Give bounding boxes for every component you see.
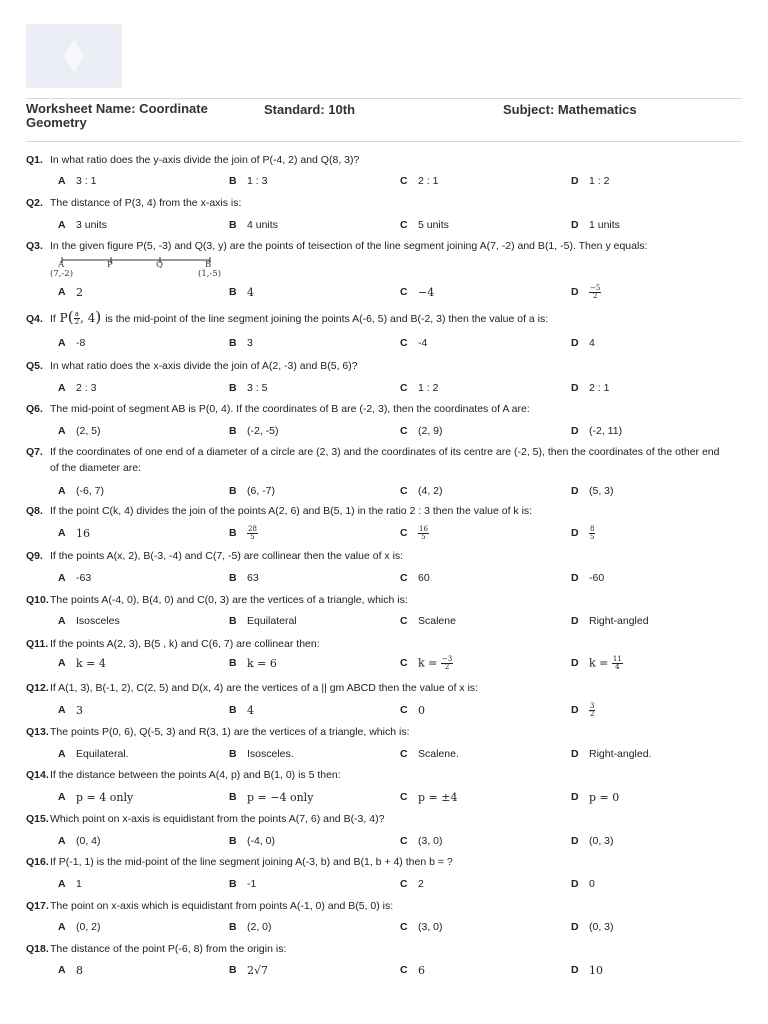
option-letter: C bbox=[400, 615, 408, 627]
option-b[interactable] bbox=[229, 483, 275, 499]
option-letter: D bbox=[571, 175, 579, 187]
option-value: $\frac{-5}{2}$ bbox=[590, 283, 601, 300]
option-d[interactable] bbox=[571, 335, 595, 351]
option-value: Right-angled. bbox=[589, 748, 652, 760]
option-value: (-2, -5) bbox=[247, 425, 279, 437]
option-value: 2 : 1 bbox=[418, 175, 439, 187]
option-letter: B bbox=[229, 425, 237, 437]
question-number: Q17. bbox=[26, 900, 49, 912]
option-letter: A bbox=[58, 964, 66, 976]
option-value: 1 bbox=[76, 878, 82, 890]
option-a[interactable] bbox=[58, 483, 104, 499]
options-row bbox=[0, 173, 768, 189]
question-text: If A(1, 3), B(-1, 2), C(2, 5) and D(x, 4) are the vertices of a || gm ABCD then the value of x is: bbox=[50, 682, 478, 694]
option-value: 4 bbox=[247, 703, 254, 717]
option-c[interactable] bbox=[400, 833, 443, 849]
option-letter: A bbox=[58, 791, 66, 803]
option-letter: C bbox=[400, 964, 408, 976]
question-text: In what ratio does the x-axis divide the join of A(2, -3) and B(5, 6)? bbox=[50, 360, 358, 372]
option-a[interactable] bbox=[58, 655, 106, 671]
option-letter: C bbox=[400, 425, 408, 437]
option-d[interactable] bbox=[571, 876, 595, 892]
option-d[interactable] bbox=[571, 746, 651, 762]
question-text: If the point C(k, 4) divides the join of the points A(2, 6) and B(5, 1) in the ratio 2 : 3 then the value of k is: bbox=[50, 505, 533, 517]
options-row bbox=[0, 613, 768, 629]
option-value: 3 : 5 bbox=[247, 382, 268, 394]
option-d[interactable] bbox=[571, 525, 595, 541]
option-b[interactable] bbox=[229, 702, 254, 718]
option-value: Right-angled bbox=[589, 615, 649, 627]
option-c[interactable] bbox=[400, 173, 438, 189]
options-row bbox=[0, 335, 768, 351]
options-row bbox=[0, 423, 768, 439]
question-text: If the coordinates of one end of a diameter of a circle are (2, 3) and the coordinates of its centre are (-2, 5), then the coordinates of the other end of the diameter are: bbox=[50, 446, 720, 474]
option-letter: B bbox=[229, 835, 237, 847]
option-d[interactable] bbox=[571, 962, 603, 978]
question-text: The points P(0, 6), Q(-5, 3) and R(3, 1) are the vertices of a triangle, which is: bbox=[50, 726, 410, 738]
question-number: Q10. bbox=[26, 594, 49, 606]
option-letter: B bbox=[229, 286, 237, 298]
q4-rest-text: is the mid-point of the line segment joining the points A(-6, 5) and B(-2, 3) then the value of a is: bbox=[105, 313, 549, 325]
option-c[interactable] bbox=[400, 789, 457, 805]
question-text: If the distance between the points A(4, p) and B(1, 0) is 5 then: bbox=[50, 769, 341, 781]
option-value: (2, 5) bbox=[76, 425, 101, 437]
option-letter: B bbox=[229, 337, 237, 349]
option-letter: B bbox=[229, 791, 237, 803]
option-value: (5, 3) bbox=[589, 485, 614, 497]
option-value: 2 bbox=[76, 285, 83, 299]
question-text: If the points A(2, 3), B(5 , k) and C(6, 7) are collinear then: bbox=[50, 638, 320, 650]
option-b[interactable] bbox=[229, 655, 277, 671]
option-value: 60 bbox=[418, 572, 430, 584]
option-b[interactable] bbox=[229, 570, 259, 586]
options-row bbox=[0, 217, 768, 233]
option-letter: D bbox=[571, 657, 579, 669]
question-number: Q3. bbox=[26, 240, 43, 252]
options-row bbox=[0, 833, 768, 849]
option-letter: C bbox=[400, 572, 408, 584]
question-number: Q6. bbox=[26, 403, 43, 415]
options-row bbox=[0, 702, 768, 718]
question-number: Q13. bbox=[26, 726, 49, 738]
question-text: In what ratio does the y-axis divide the join of P(-4, 2) and Q(8, 3)? bbox=[50, 154, 360, 166]
option-value: (2, 0) bbox=[247, 921, 272, 933]
option-letter: C bbox=[400, 337, 408, 349]
option-value: 5 units bbox=[418, 219, 449, 231]
fraction-denominator: 2 bbox=[74, 318, 80, 326]
option-c[interactable] bbox=[400, 570, 430, 586]
option-letter: B bbox=[229, 485, 237, 497]
option-b[interactable] bbox=[229, 613, 297, 629]
option-value: p = 4 only bbox=[76, 790, 134, 804]
option-letter: D bbox=[571, 572, 579, 584]
option-letter: A bbox=[58, 704, 66, 716]
option-value: 1 : 3 bbox=[247, 175, 268, 187]
options-row bbox=[0, 284, 768, 300]
option-letter: D bbox=[571, 791, 579, 803]
option-letter: D bbox=[571, 337, 579, 349]
option-a[interactable] bbox=[58, 380, 96, 396]
option-letter: D bbox=[571, 425, 579, 437]
option-b[interactable] bbox=[229, 217, 278, 233]
option-value: -63 bbox=[76, 572, 92, 584]
option-a[interactable] bbox=[58, 613, 120, 629]
point-p-label: P bbox=[107, 260, 113, 270]
option-letter: B bbox=[229, 748, 237, 760]
option-letter: C bbox=[400, 657, 408, 669]
option-letter: D bbox=[571, 835, 579, 847]
options-row bbox=[0, 525, 768, 541]
option-value: 16 bbox=[76, 526, 90, 540]
option-value: (0, 2) bbox=[76, 921, 101, 933]
question-number: Q2. bbox=[26, 197, 43, 209]
option-value: 3 units bbox=[76, 219, 107, 231]
option-letter: C bbox=[400, 219, 408, 231]
option-value: 10 bbox=[589, 963, 603, 977]
option-c[interactable] bbox=[400, 613, 456, 629]
options-row bbox=[0, 962, 768, 978]
option-c[interactable] bbox=[400, 919, 443, 935]
option-letter: B bbox=[229, 921, 237, 933]
option-c[interactable] bbox=[400, 423, 443, 439]
option-value: p = ±4 bbox=[418, 790, 458, 804]
option-letter: C bbox=[400, 485, 408, 497]
question-text: Which point on x-axis is equidistant from the points A(7, 6) and B(-3, 4)? bbox=[50, 813, 385, 825]
fraction-numerator: a bbox=[74, 310, 79, 318]
option-value: Equilateral bbox=[247, 615, 297, 627]
question-number: Q14. bbox=[26, 769, 49, 781]
option-b[interactable] bbox=[229, 962, 268, 978]
option-letter: A bbox=[58, 835, 66, 847]
option-a[interactable] bbox=[58, 702, 83, 718]
options-row bbox=[0, 655, 768, 671]
point-a-label: A bbox=[58, 260, 65, 270]
question-text: The distance of the point P(-6, 8) from the origin is: bbox=[50, 943, 287, 955]
point-b-label: B bbox=[205, 260, 212, 270]
option-d[interactable] bbox=[571, 655, 623, 671]
option-letter: C bbox=[400, 878, 408, 890]
question-number: Q5. bbox=[26, 360, 43, 372]
option-a[interactable] bbox=[58, 284, 83, 300]
option-value: p = 0 bbox=[589, 790, 620, 804]
option-d[interactable] bbox=[571, 173, 609, 189]
option-value: Scalene. bbox=[418, 748, 459, 760]
option-letter: B bbox=[229, 572, 237, 584]
option-letter: C bbox=[400, 704, 408, 716]
option-letter: B bbox=[229, 382, 237, 394]
option-b[interactable] bbox=[229, 284, 254, 300]
option-value: 2 : 3 bbox=[76, 382, 97, 394]
option-letter: B bbox=[229, 878, 237, 890]
question-text: If the points A(x, 2), B(-3, -4) and C(7, -5) are collinear then the value of x is: bbox=[50, 550, 404, 562]
option-d[interactable] bbox=[571, 702, 595, 718]
option-value: 1 : 2 bbox=[418, 382, 439, 394]
option-letter: C bbox=[400, 791, 408, 803]
option-letter: D bbox=[571, 704, 579, 716]
option-b[interactable] bbox=[229, 423, 279, 439]
option-letter: B bbox=[229, 657, 237, 669]
option-a[interactable] bbox=[58, 962, 83, 978]
option-value: (2, 9) bbox=[418, 425, 443, 437]
option-c[interactable] bbox=[400, 702, 425, 718]
option-c[interactable] bbox=[400, 284, 434, 300]
option-value: 4 bbox=[247, 285, 254, 299]
option-letter: A bbox=[58, 425, 66, 437]
option-letter: C bbox=[400, 527, 408, 539]
question-number: Q16. bbox=[26, 856, 49, 868]
question-number: Q7. bbox=[26, 446, 43, 458]
question-text bbox=[50, 309, 726, 327]
line-segment bbox=[50, 255, 230, 267]
option-d[interactable] bbox=[571, 833, 614, 849]
option-letter: C bbox=[400, 921, 408, 933]
question-text: In the given figure P(5, -3) and Q(3, y) are the points of teisection of the line segment joining A(7, -2) and B(1, -5). Then y equals: bbox=[50, 240, 648, 252]
option-a[interactable] bbox=[58, 789, 133, 805]
option-letter: C bbox=[400, 175, 408, 187]
option-value: $\frac{16}{5}$ bbox=[419, 524, 428, 541]
option-letter: A bbox=[58, 175, 66, 187]
point-q-label: Q bbox=[156, 260, 163, 270]
option-value: Equilateral. bbox=[76, 748, 129, 760]
option-a[interactable] bbox=[58, 919, 101, 935]
option-value: 2√7 bbox=[247, 963, 269, 977]
question-text: The distance of P(3, 4) from the x-axis is: bbox=[50, 197, 242, 209]
question-number: Q9. bbox=[26, 550, 43, 562]
q3-line-figure bbox=[50, 255, 230, 281]
options-row bbox=[0, 380, 768, 396]
option-b[interactable] bbox=[229, 833, 275, 849]
question-number: Q18. bbox=[26, 943, 49, 955]
option-a[interactable] bbox=[58, 525, 90, 541]
option-a[interactable] bbox=[58, 833, 101, 849]
option-letter: D bbox=[571, 527, 579, 539]
option-letter: D bbox=[571, 382, 579, 394]
option-d[interactable] bbox=[571, 789, 619, 805]
option-value: (-6, 7) bbox=[76, 485, 105, 497]
question-text: The point on x-axis which is equidistant from points A(-1, 0) and B(5, 0) is: bbox=[50, 900, 394, 912]
option-value: (0, 4) bbox=[76, 835, 101, 847]
option-value: (4, 2) bbox=[418, 485, 443, 497]
logo-mark bbox=[64, 40, 84, 72]
option-value: 2 bbox=[418, 878, 424, 890]
options-row bbox=[0, 919, 768, 935]
option-value: 6 bbox=[418, 963, 425, 977]
option-value: −4 bbox=[418, 285, 435, 299]
option-letter: A bbox=[58, 286, 66, 298]
option-value: 4 units bbox=[247, 219, 278, 231]
option-letter: A bbox=[58, 572, 66, 584]
option-value: p = −4 only bbox=[247, 790, 314, 804]
option-letter: D bbox=[571, 485, 579, 497]
option-value: 2 : 1 bbox=[589, 382, 610, 394]
option-value: (-4, 0) bbox=[247, 835, 276, 847]
option-value: (-2, 11) bbox=[589, 425, 623, 437]
option-value: k = 6 bbox=[247, 656, 277, 670]
option-d[interactable] bbox=[571, 217, 620, 233]
option-letter: A bbox=[58, 337, 66, 349]
question-text: If P(-1, 1) is the mid-point of the line segment joining A(-3, b) and B(1, b + 4) then b = ? bbox=[50, 856, 453, 868]
option-letter: A bbox=[58, 485, 66, 497]
option-d[interactable] bbox=[571, 483, 614, 499]
question-number: Q1. bbox=[26, 154, 43, 166]
option-b[interactable] bbox=[229, 876, 256, 892]
option-a[interactable] bbox=[58, 876, 82, 892]
option-b[interactable] bbox=[229, 525, 258, 541]
option-value: 3 : 1 bbox=[76, 175, 97, 187]
option-letter: A bbox=[58, 382, 66, 394]
option-a[interactable] bbox=[58, 217, 107, 233]
option-letter: A bbox=[58, 657, 66, 669]
option-letter: D bbox=[571, 964, 579, 976]
option-c[interactable] bbox=[400, 962, 425, 978]
option-a[interactable] bbox=[58, 423, 101, 439]
option-c[interactable] bbox=[400, 483, 443, 499]
q4-close-paren: ) bbox=[95, 308, 102, 326]
option-d[interactable] bbox=[571, 423, 622, 439]
option-c[interactable] bbox=[400, 380, 438, 396]
option-b[interactable] bbox=[229, 380, 267, 396]
option-b[interactable] bbox=[229, 173, 267, 189]
option-letter: C bbox=[400, 286, 408, 298]
option-letter: B bbox=[229, 615, 237, 627]
option-letter: B bbox=[229, 175, 237, 187]
option-d[interactable] bbox=[571, 380, 609, 396]
option-value: -60 bbox=[589, 572, 605, 584]
question-number: Q12. bbox=[26, 682, 49, 694]
q4-tail: , 4 bbox=[80, 311, 96, 325]
option-letter: A bbox=[58, 921, 66, 933]
point-a-coord: (7,-2) bbox=[50, 269, 74, 279]
question-text: The mid-point of segment AB is P(0, 4). If the coordinates of B are (-2, 3), then the coordinates of A are: bbox=[50, 403, 530, 415]
option-value: Scalene bbox=[418, 615, 456, 627]
option-letter: D bbox=[571, 286, 579, 298]
q4-prefix: If bbox=[50, 313, 56, 325]
option-b[interactable] bbox=[229, 746, 294, 762]
option-value: (3, 0) bbox=[418, 835, 443, 847]
option-letter: A bbox=[58, 527, 66, 539]
option-d[interactable] bbox=[571, 613, 649, 629]
option-letter: A bbox=[58, 219, 66, 231]
option-value: k = 4 bbox=[76, 656, 106, 670]
option-b[interactable] bbox=[229, 335, 253, 351]
option-letter: B bbox=[229, 527, 237, 539]
option-a[interactable] bbox=[58, 173, 96, 189]
q4-point-expression: P( $\frac{a}{2}$ , 4) bbox=[55, 308, 102, 326]
option-b[interactable] bbox=[229, 789, 313, 805]
option-value: 1 units bbox=[589, 219, 620, 231]
option-c[interactable] bbox=[400, 746, 459, 762]
option-value: 8 bbox=[76, 963, 83, 977]
question-number: Q4. bbox=[26, 313, 43, 325]
option-letter: C bbox=[400, 835, 408, 847]
options-row bbox=[0, 483, 768, 499]
header-divider bbox=[26, 98, 742, 99]
option-c[interactable] bbox=[400, 876, 424, 892]
option-letter: D bbox=[571, 615, 579, 627]
worksheet-name: Worksheet Name: Coordinate Geometry bbox=[26, 101, 208, 130]
option-value: Isosceles bbox=[76, 615, 120, 627]
question-number: Q15. bbox=[26, 813, 49, 825]
logo bbox=[26, 24, 122, 88]
option-letter: B bbox=[229, 964, 237, 976]
option-d[interactable] bbox=[571, 284, 601, 300]
option-value: $\frac{3}{2}$ bbox=[590, 701, 595, 718]
option-value: 0 bbox=[418, 703, 425, 717]
option-d[interactable] bbox=[571, 570, 604, 586]
option-value: -4 bbox=[418, 337, 428, 349]
option-value: (0, 3) bbox=[589, 921, 614, 933]
header-bottom-divider bbox=[26, 141, 742, 142]
option-letter: D bbox=[571, 748, 579, 760]
option-value: 3 bbox=[247, 337, 253, 349]
option-value: $\frac{28}{5}$ bbox=[248, 524, 257, 541]
subject-label: Subject: Mathematics bbox=[503, 102, 637, 117]
option-letter: B bbox=[229, 219, 237, 231]
option-value: (0, 3) bbox=[589, 835, 614, 847]
option-value: 3 bbox=[76, 703, 83, 717]
option-letter: B bbox=[229, 704, 237, 716]
option-value: $\frac{8}{5}$ bbox=[590, 524, 595, 541]
option-value: k = $\frac{-3}{2}$ bbox=[418, 654, 453, 671]
option-value: (3, 0) bbox=[418, 921, 443, 933]
options-row bbox=[0, 789, 768, 805]
question-number: Q11. bbox=[26, 638, 49, 650]
standard-label: Standard: 10th bbox=[264, 102, 356, 117]
option-value: Isosceles. bbox=[247, 748, 294, 760]
option-value: -8 bbox=[76, 337, 86, 349]
option-letter: D bbox=[571, 219, 579, 231]
option-value: 63 bbox=[247, 572, 259, 584]
option-letter: D bbox=[571, 878, 579, 890]
option-letter: A bbox=[58, 748, 66, 760]
option-c[interactable] bbox=[400, 525, 429, 541]
option-a[interactable] bbox=[58, 335, 85, 351]
question-number: Q8. bbox=[26, 505, 43, 517]
option-value: 1 : 2 bbox=[589, 175, 610, 187]
option-letter: A bbox=[58, 878, 66, 890]
option-c[interactable] bbox=[400, 655, 453, 671]
option-c[interactable] bbox=[400, 217, 449, 233]
options-row bbox=[0, 746, 768, 762]
option-value: 0 bbox=[589, 878, 595, 890]
option-letter: C bbox=[400, 748, 408, 760]
option-b[interactable] bbox=[229, 919, 272, 935]
point-b-coord: (1,-5) bbox=[198, 269, 222, 279]
option-value: k = $\frac{11}{4}$ bbox=[589, 654, 622, 671]
question-text: The points A(-4, 0), B(4, 0) and C(0, 3) are the vertices of a triangle, which is: bbox=[50, 594, 408, 606]
option-d[interactable] bbox=[571, 919, 614, 935]
option-value: -1 bbox=[247, 878, 257, 890]
option-value: 4 bbox=[589, 337, 595, 349]
option-value: (6, -7) bbox=[247, 485, 276, 497]
option-letter: A bbox=[58, 615, 66, 627]
options-row bbox=[0, 570, 768, 586]
option-a[interactable] bbox=[58, 570, 91, 586]
option-letter: D bbox=[571, 921, 579, 933]
option-a[interactable] bbox=[58, 746, 129, 762]
option-letter: C bbox=[400, 382, 408, 394]
options-row bbox=[0, 876, 768, 892]
option-c[interactable] bbox=[400, 335, 427, 351]
